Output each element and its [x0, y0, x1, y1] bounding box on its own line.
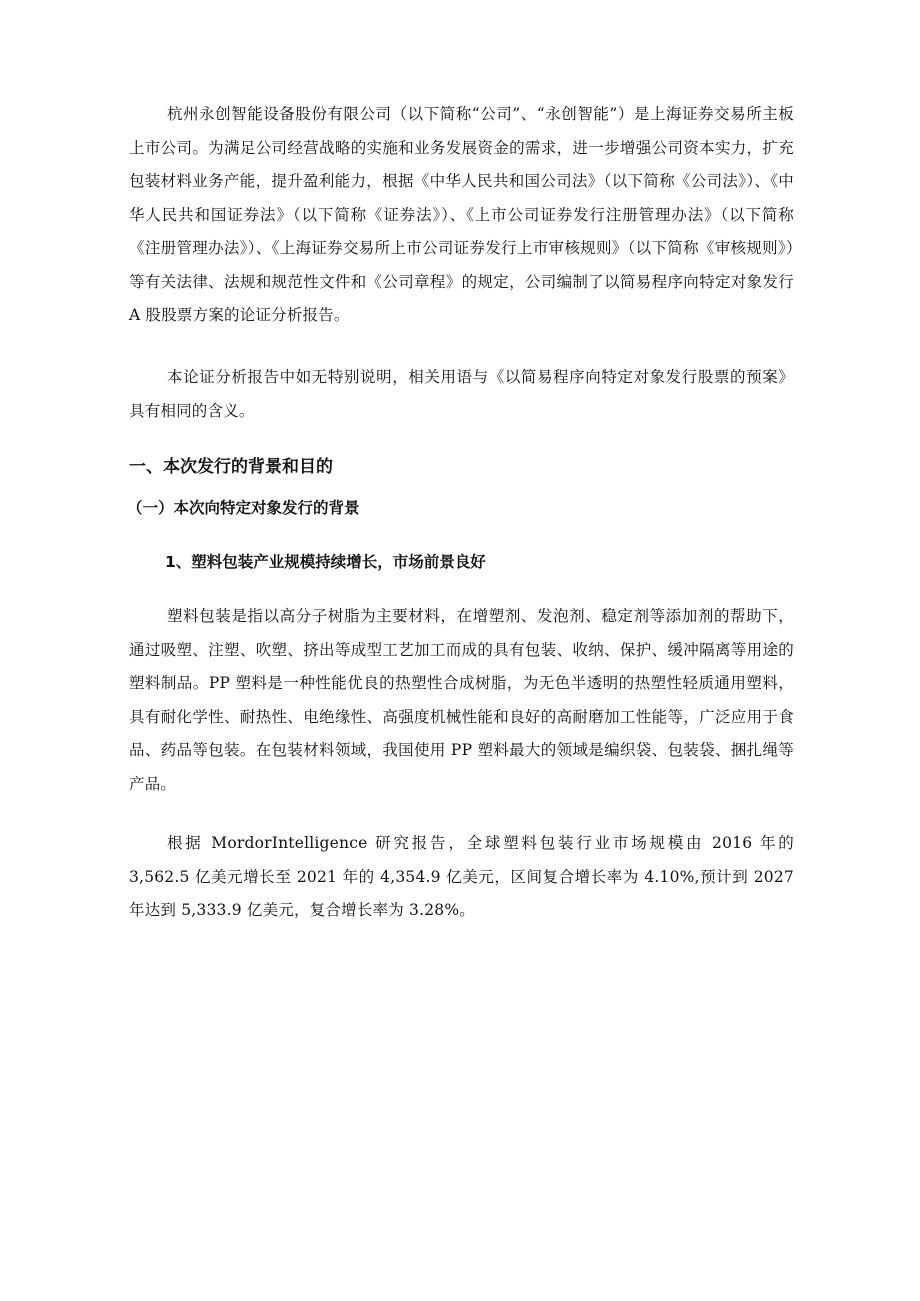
section-heading-background-purpose: 一、本次发行的背景和目的 — [129, 457, 333, 477]
item-heading-plastic-packaging-growth: 1、塑料包装产业规模持续增长，市场前景良好 — [165, 553, 486, 571]
definitions-paragraph: 本论证分析报告中如无特别说明，相关用语与《以简易程序向特定对象发行股票的预案》具有相同的含义。 — [129, 368, 794, 420]
subsection-heading-background: （一）本次向特定对象发行的背景 — [127, 499, 360, 517]
market-size-paragraph: 根据 MordorIntelligence 研究报告，全球塑料包装行业市场规模由 2016 年的 3,562.5 亿美元增长至 2021 年的 4,354.9 亿美元，区间复合增长率为 4.10%,预计到 2027 年达到 5,333.9 亿美元，复合增长率为 3.28%。 — [129, 834, 794, 919]
intro-paragraph: 杭州永创智能设备股份有限公司（以下简称“公司”、“永创智能”）是上海证券交易所主板上市公司。为满足公司经营战略的实施和业务发展资金的需求，进一步增强公司资本实力，扩充包装材料业务产能，提升盈利能力，根据《中华人民共和国公司法》（以下简称《公司法》）、《中华人民共和国证券法》（以下简称《证券法》）、《上市公司证券发行注册管理办法》（以下简称《注册管理办法》）、《上海证券交易所上市公司证券发行上市审核规则》（以下简称《审核规则》）等有关法律、法规和规范性文件和《公司章程》的规定，公司编制了以简易程序向特定对象发行 A 股股票方案的论证分析报告。 — [129, 105, 794, 324]
plastic-packaging-paragraph: 塑料包装是指以高分子树脂为主要材料，在增塑剂、发泡剂、稳定剂等添加剂的帮助下，通过吸塑、注塑、吹塑、挤出等成型工艺加工而成的具有包装、收纳、保护、缓冲隔离等用途的塑料制品。PP 塑料是一种性能优良的热塑性合成树脂，为无色半透明的热塑性轻质通用塑料，具有耐化学性、耐热性、电绝缘性、高强度机械性能和良好的高耐磨加工性能等，广泛应用于食品、药品等包装。在包装材料领域，我国使用 PP 塑料最大的领域是编织袋、包装袋、捆扎绳等产品。 — [129, 607, 794, 793]
